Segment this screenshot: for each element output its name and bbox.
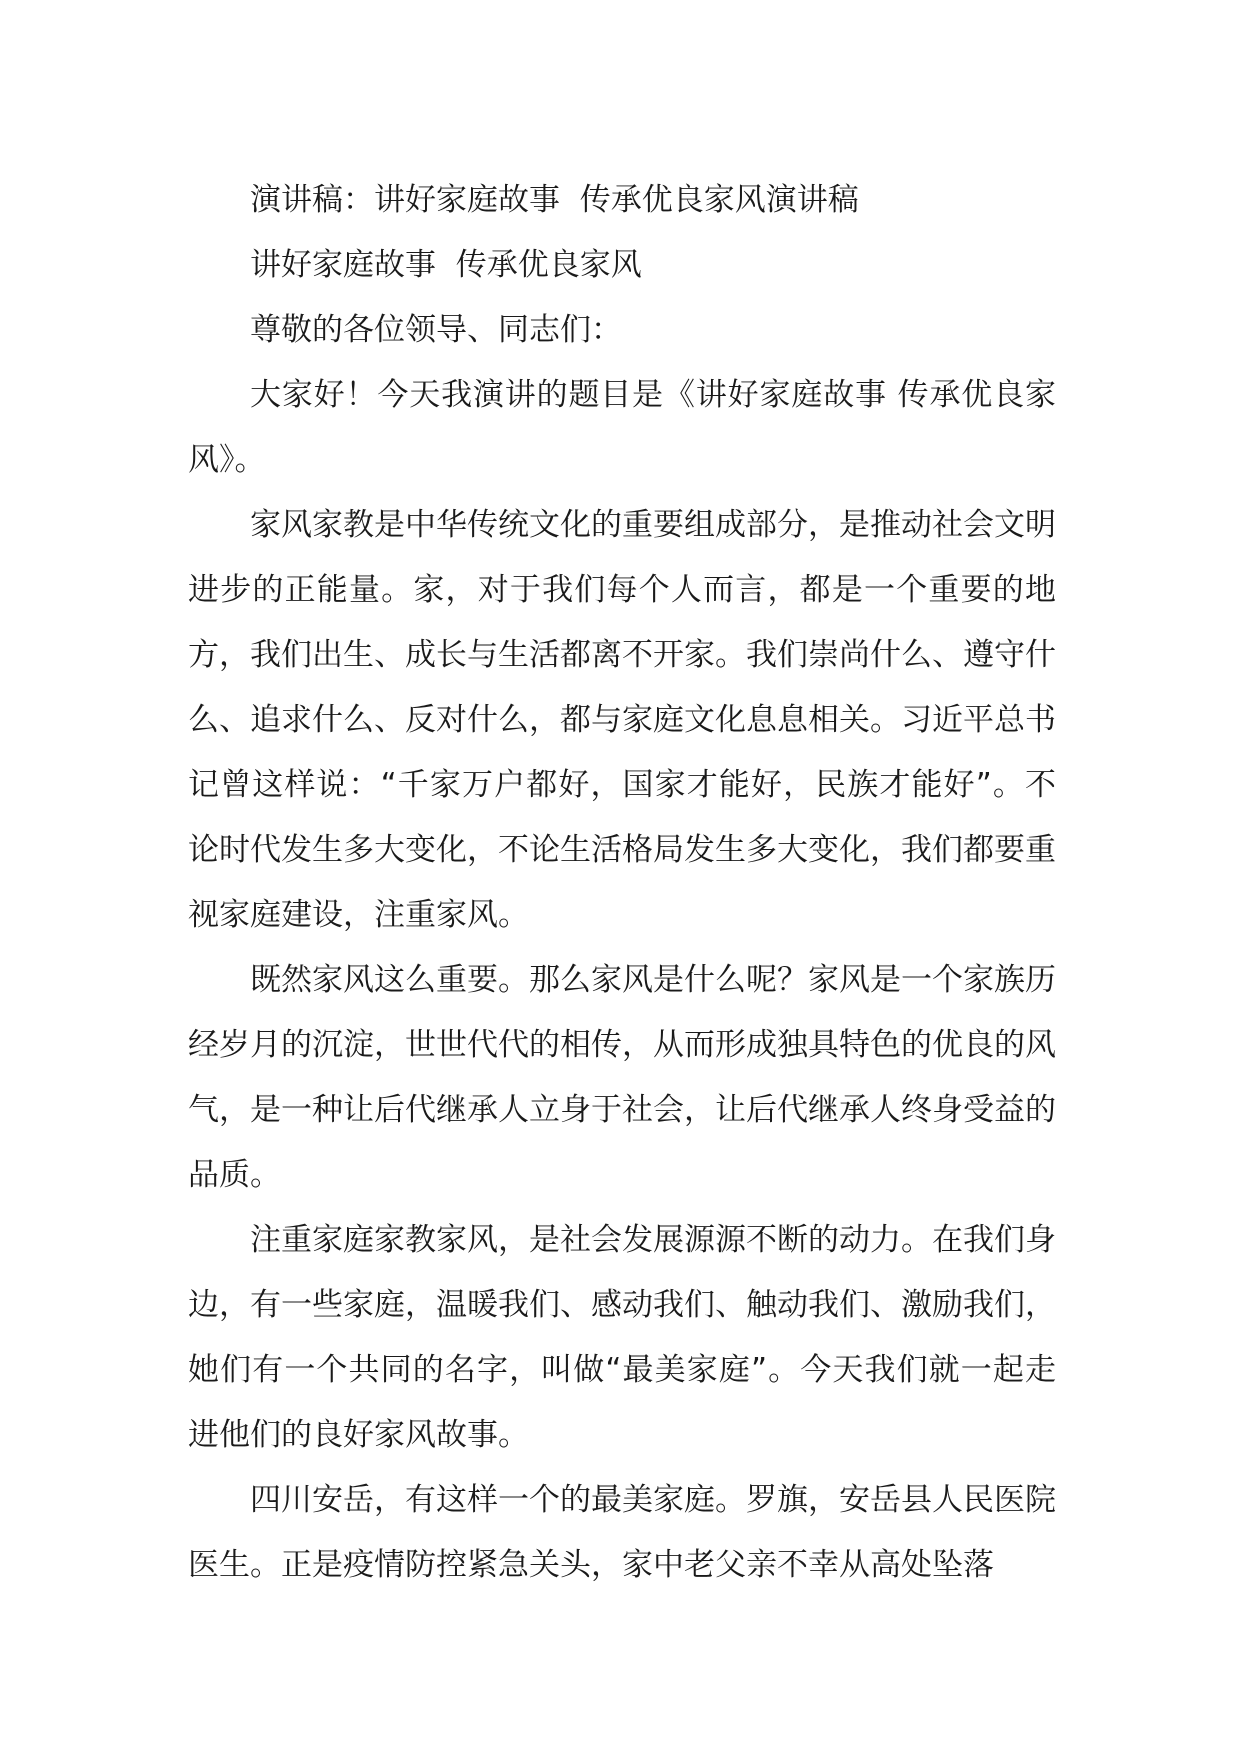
salutation: 尊敬的各位领导、同志们： bbox=[250, 312, 622, 348]
paragraph-greeting: 大家好！今天我演讲的题目是《讲好家庭故事 传承优良家风》。 bbox=[188, 377, 1056, 478]
document-title: 演讲稿：讲好家庭故事 传承优良家风演讲稿 bbox=[250, 182, 859, 218]
document-body bbox=[188, 168, 1056, 1598]
paragraph-definition: 既然家风这么重要。那么家风是什么呢？家风是一个家族历经岁月的沉淀，世世代代的相传，从而形成独具特色的优良的风气，是一种让后代继承人立身于社会，让后代继承人终身受益的品质。 bbox=[188, 962, 1056, 1193]
paragraph-story: 四川安岳，有这样一个的最美家庭。罗旗，安岳县人民医院医生。正是疫情防控紧急关头，家中老父亲不幸从高处坠落 bbox=[188, 1482, 1056, 1583]
speech-title: 讲好家庭故事 传承优良家风 bbox=[250, 247, 642, 283]
paragraph-best-families: 注重家庭家教家风，是社会发展源源不断的动力。在我们身边，有一些家庭，温暖我们、感动我们、触动我们、激励我们，她们有一个共同的名字，叫做“最美家庭”。今天我们就一起走进他们的良好家风故事。 bbox=[188, 1222, 1056, 1453]
paragraph-family-tradition: 家风家教是中华传统文化的重要组成部分，是推动社会文明进步的正能量。家，对于我们每个人而言，都是一个重要的地方，我们出生、成长与生活都离不开家。我们崇尚什么、遵守什么、追求什么、反对什么，都与家庭文化息息相关。习近平总书记曾这样说：“千家万户都好，国家才能好，民族才能好”。不论时代发生多大变化，不论生活格局发生多大变化，我们都要重视家庭建设，注重家风。 bbox=[188, 507, 1056, 933]
